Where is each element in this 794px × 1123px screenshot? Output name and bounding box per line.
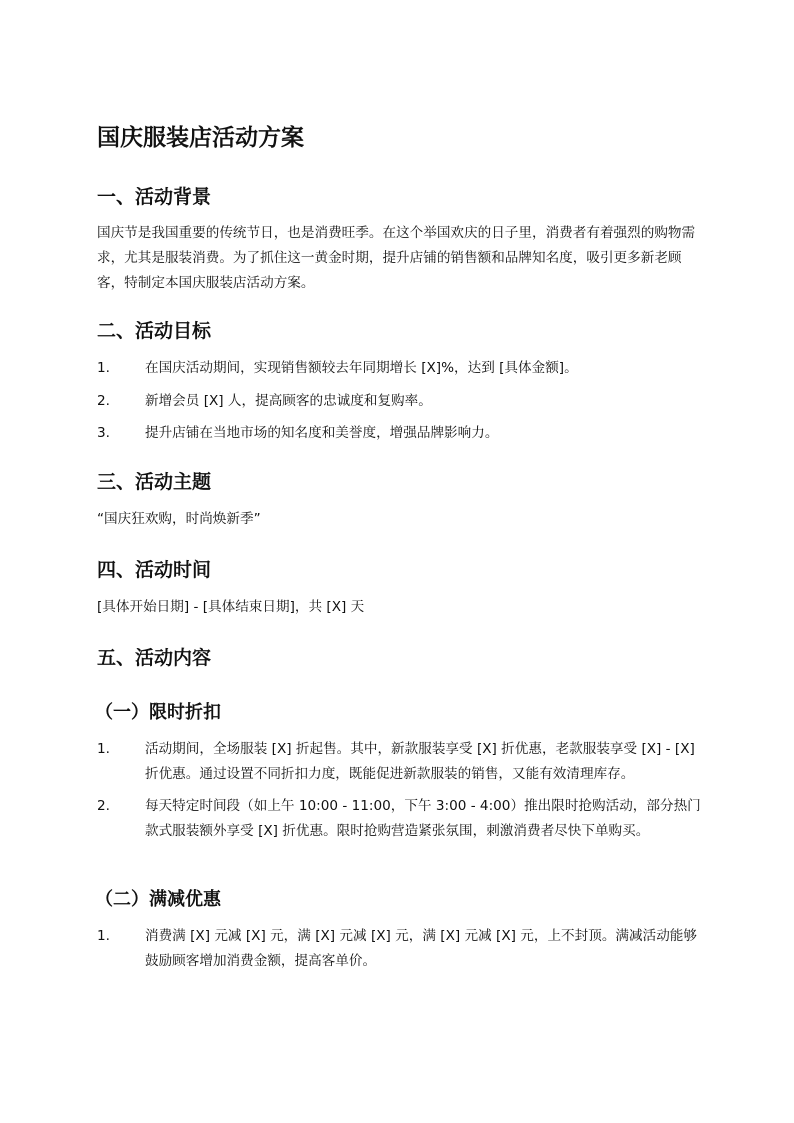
list-text: 消费满 [X] 元减 [X] 元，满 [X] 元减 [X] 元，满 [X] 元减 [X] 元，上不封顶。满减活动能够鼓励顾客增加消费金额，提高客单价。 [145,928,697,969]
subsection-heading-full-reduction: （二）满减优惠 [95,889,221,910]
list-item [97,389,703,414]
section-heading-background: 一、活动背景 [97,186,212,208]
list-text: 在国庆活动期间，实现销售额较去年同期增长 [X]%，达到 [具体金额]。 [145,360,578,376]
background-paragraph: 国庆节是我国重要的传统节日，也是消费旺季。在这个举国欢庆的日子里，消费者有着强烈的购物需求，尤其是服装消费。为了抓住这一黄金时期，提升店铺的销售额和品牌知名度，吸引更多新老顾客，特制定本国庆服装店活动方案。 [97,225,696,291]
list-item [97,794,703,844]
list-item [97,924,703,974]
list-item [97,421,703,446]
section-heading-content: 五、活动内容 [97,647,212,669]
theme-text: “国庆狂欢购，时尚焕新季” [97,511,261,527]
section-heading-theme: 三、活动主题 [97,471,212,493]
list-number: 1. [97,741,110,757]
list-item [97,737,703,787]
time-text: [具体开始日期] - [具体结束日期]，共 [X] 天 [97,599,365,615]
list-text: 活动期间，全场服装 [X] 折起售。其中，新款服装享受 [X] 折优惠，老款服装享受 [X] - [X] 折优惠。通过设置不同折扣力度，既能促进新款服装的销售，又能有效清理库存。 [145,741,695,782]
list-text: 提升店铺在当地市场的知名度和美誉度，增强品牌影响力。 [145,425,499,441]
section-heading-time: 四、活动时间 [97,559,212,581]
list-number: 1. [97,360,110,376]
document-title: 国庆服装店活动方案 [97,125,304,151]
list-number: 1. [97,928,110,944]
list-text: 每天特定时间段（如上午 10:00 - 11:00，下午 3:00 - 4:00）推出限时抢购活动，部分热门款式服装额外享受 [X] 折优惠。限时抢购营造紧张氛围，刺激消费者尽快下单购买。 [145,798,701,839]
section-heading-goals: 二、活动目标 [97,320,212,342]
list-number: 3. [97,425,110,441]
list-number: 2. [97,393,110,409]
subsection-heading-discount: （一）限时折扣 [95,702,221,723]
list-item [97,356,703,381]
list-number: 2. [97,798,110,814]
list-text: 新增会员 [X] 人，提高顾客的忠诚度和复购率。 [145,393,432,409]
